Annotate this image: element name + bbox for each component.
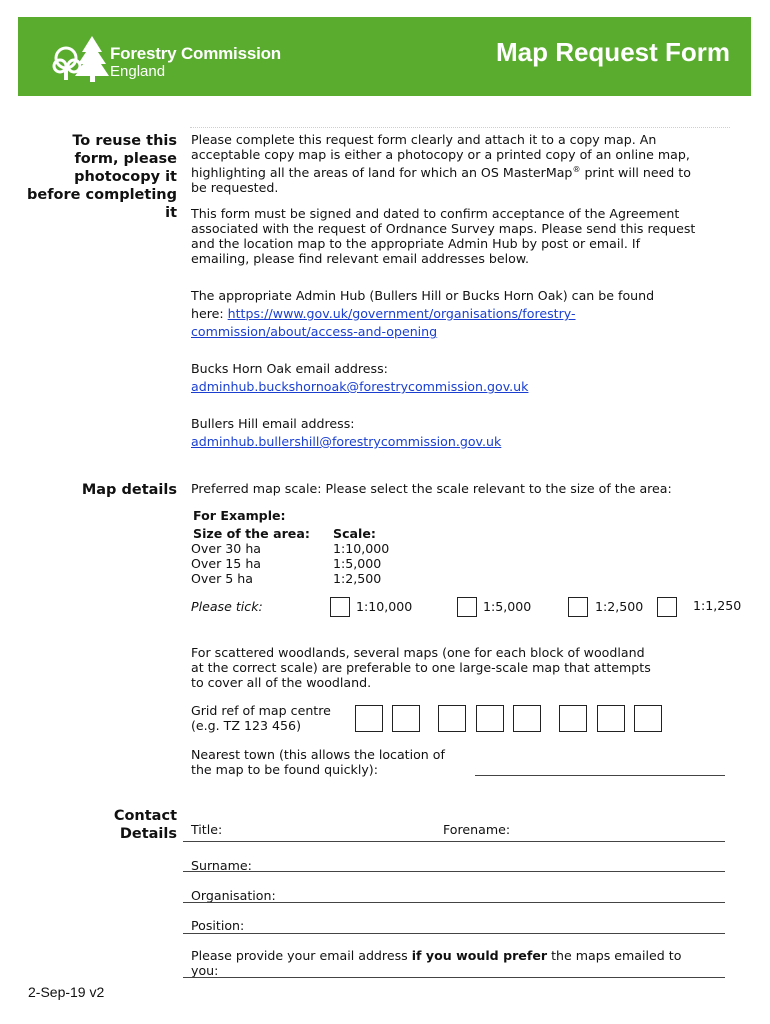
text-line: you:: [191, 963, 219, 978]
text-line: Grid ref of map centre: [191, 703, 331, 718]
scale-checkbox-10000[interactable]: [330, 597, 350, 617]
grid-ref-box[interactable]: [392, 705, 420, 732]
for-example-heading: For Example:: [193, 508, 286, 523]
brand-name: Forestry Commission: [110, 44, 281, 63]
text-line: emailing, please find relevant email addresses below.: [191, 251, 530, 266]
scale-checkbox-2500[interactable]: [568, 597, 588, 617]
bullers-hill-block: [191, 415, 501, 451]
scale-option-label: 1:10,000: [356, 599, 413, 614]
nearest-town-input[interactable]: [475, 775, 725, 776]
grid-ref-box[interactable]: [355, 705, 383, 732]
forename-label: Forename:: [443, 822, 511, 837]
title-forename-input[interactable]: [183, 841, 725, 842]
intro-paragraph-2: [191, 206, 695, 266]
text-line: [191, 323, 654, 341]
bho-label: Bucks Horn Oak email address:: [191, 361, 388, 376]
email-preference-text: [191, 948, 681, 978]
surname-label: Surname:: [191, 858, 252, 873]
email-input[interactable]: [183, 977, 725, 978]
position-input[interactable]: [183, 933, 725, 934]
grid-ref-box[interactable]: [438, 705, 466, 732]
size-column: [191, 541, 261, 586]
grid-ref-box[interactable]: [559, 705, 587, 732]
preferred-scale-text: Preferred map scale: Please select the scale relevant to the size of the area:: [191, 481, 672, 496]
scale-value: 1:10,000: [333, 541, 390, 556]
contact-details-heading: Contact Details: [113, 808, 177, 842]
text-line: The appropriate Admin Hub (Bullers Hill or Bucks Horn Oak) can be found: [191, 288, 655, 303]
text-line: (e.g. TZ 123 456): [191, 718, 301, 733]
bh-email-link[interactable]: adminhub.bullershill@forestrycommission.gov.uk: [191, 434, 502, 449]
admin-hub-link-cont[interactable]: commission/about/access-and-opening: [191, 324, 438, 339]
tree-logo-icon: [52, 32, 112, 82]
divider: [190, 127, 730, 128]
admin-hub-link[interactable]: https://www.gov.uk/government/organisations/forestry-: [227, 306, 576, 321]
reuse-note: To reuse this form, please photocopy it before completing it: [27, 133, 177, 221]
organisation-input[interactable]: [183, 902, 725, 903]
scale-checkbox-1250[interactable]: [657, 597, 677, 617]
page-title: Map Request Form: [495, 37, 730, 67]
text-line: associated with the request of Ordnance Survey maps. Please send this request: [191, 221, 696, 236]
map-details-heading: Map details: [81, 482, 177, 498]
scale-value: 1:2,500: [333, 571, 382, 586]
scale-value: 1:5,000: [333, 556, 382, 571]
text-line: to cover all of the woodland.: [191, 675, 372, 690]
text-line: This form must be signed and dated to confirm acceptance of the Agreement: [191, 206, 680, 221]
size-value: Over 15 ha: [191, 556, 262, 571]
text-line: the map to be found quickly):: [191, 762, 378, 777]
grid-ref-box[interactable]: [597, 705, 625, 732]
position-label: Position:: [191, 918, 245, 933]
scale-option-label: 1:1,250: [693, 598, 742, 613]
scattered-woodlands-note: [191, 645, 651, 690]
title-label: Title:: [191, 822, 223, 837]
organisation-label: Organisation:: [191, 888, 276, 903]
nearest-town-label: [191, 747, 445, 777]
intro-paragraph-1: [191, 132, 691, 195]
bho-email-link[interactable]: adminhub.buckshornoak@forestrycommission.gov.uk: [191, 379, 529, 394]
text-line: here: https://www.gov.uk/government/organisations/forestry-: [191, 306, 576, 321]
text-line: at the correct scale) are preferable to one large-scale map that attempts: [191, 660, 651, 675]
text-line: and the location map to the appropriate Admin Hub by post or email. If: [191, 236, 641, 251]
size-header: Size of the area:: [193, 526, 310, 541]
scale-column: [333, 541, 389, 586]
grid-ref-box[interactable]: [634, 705, 662, 732]
version-footer: 2-Sep-19 v2: [28, 984, 105, 1000]
scale-option-label: 1:2,500: [595, 599, 644, 614]
surname-input[interactable]: [183, 871, 725, 872]
text-line: Please complete this request form clearly and attach it to a copy map. An: [191, 132, 657, 147]
bh-label: Bullers Hill email address:: [191, 416, 355, 431]
bucks-horn-oak-block: [191, 360, 528, 396]
admin-hub-paragraph: [191, 287, 654, 341]
text-line: For scattered woodlands, several maps (one for each block of woodland: [191, 645, 645, 660]
scale-checkbox-5000[interactable]: [457, 597, 477, 617]
size-value: Over 5 ha: [191, 571, 254, 586]
size-value: Over 30 ha: [191, 541, 262, 556]
grid-ref-box[interactable]: [513, 705, 541, 732]
text-line: Nearest town (this allows the location of: [191, 747, 445, 762]
brand-region: England: [110, 63, 166, 80]
text-line: acceptable copy map is either a photocopy or a printed copy of an online map,: [191, 147, 690, 162]
grid-ref-box[interactable]: [476, 705, 504, 732]
please-tick-label: Please tick:: [191, 599, 263, 614]
grid-ref-label: [191, 703, 331, 733]
text-line: highlighting all the areas of land for which an OS MasterMap® print will need to: [191, 165, 691, 181]
scale-header: Scale:: [333, 526, 376, 541]
text-line: be requested.: [191, 180, 279, 196]
text-line: Please provide your email address if you would prefer the maps emailed to: [191, 948, 682, 963]
scale-option-label: 1:5,000: [483, 599, 532, 614]
